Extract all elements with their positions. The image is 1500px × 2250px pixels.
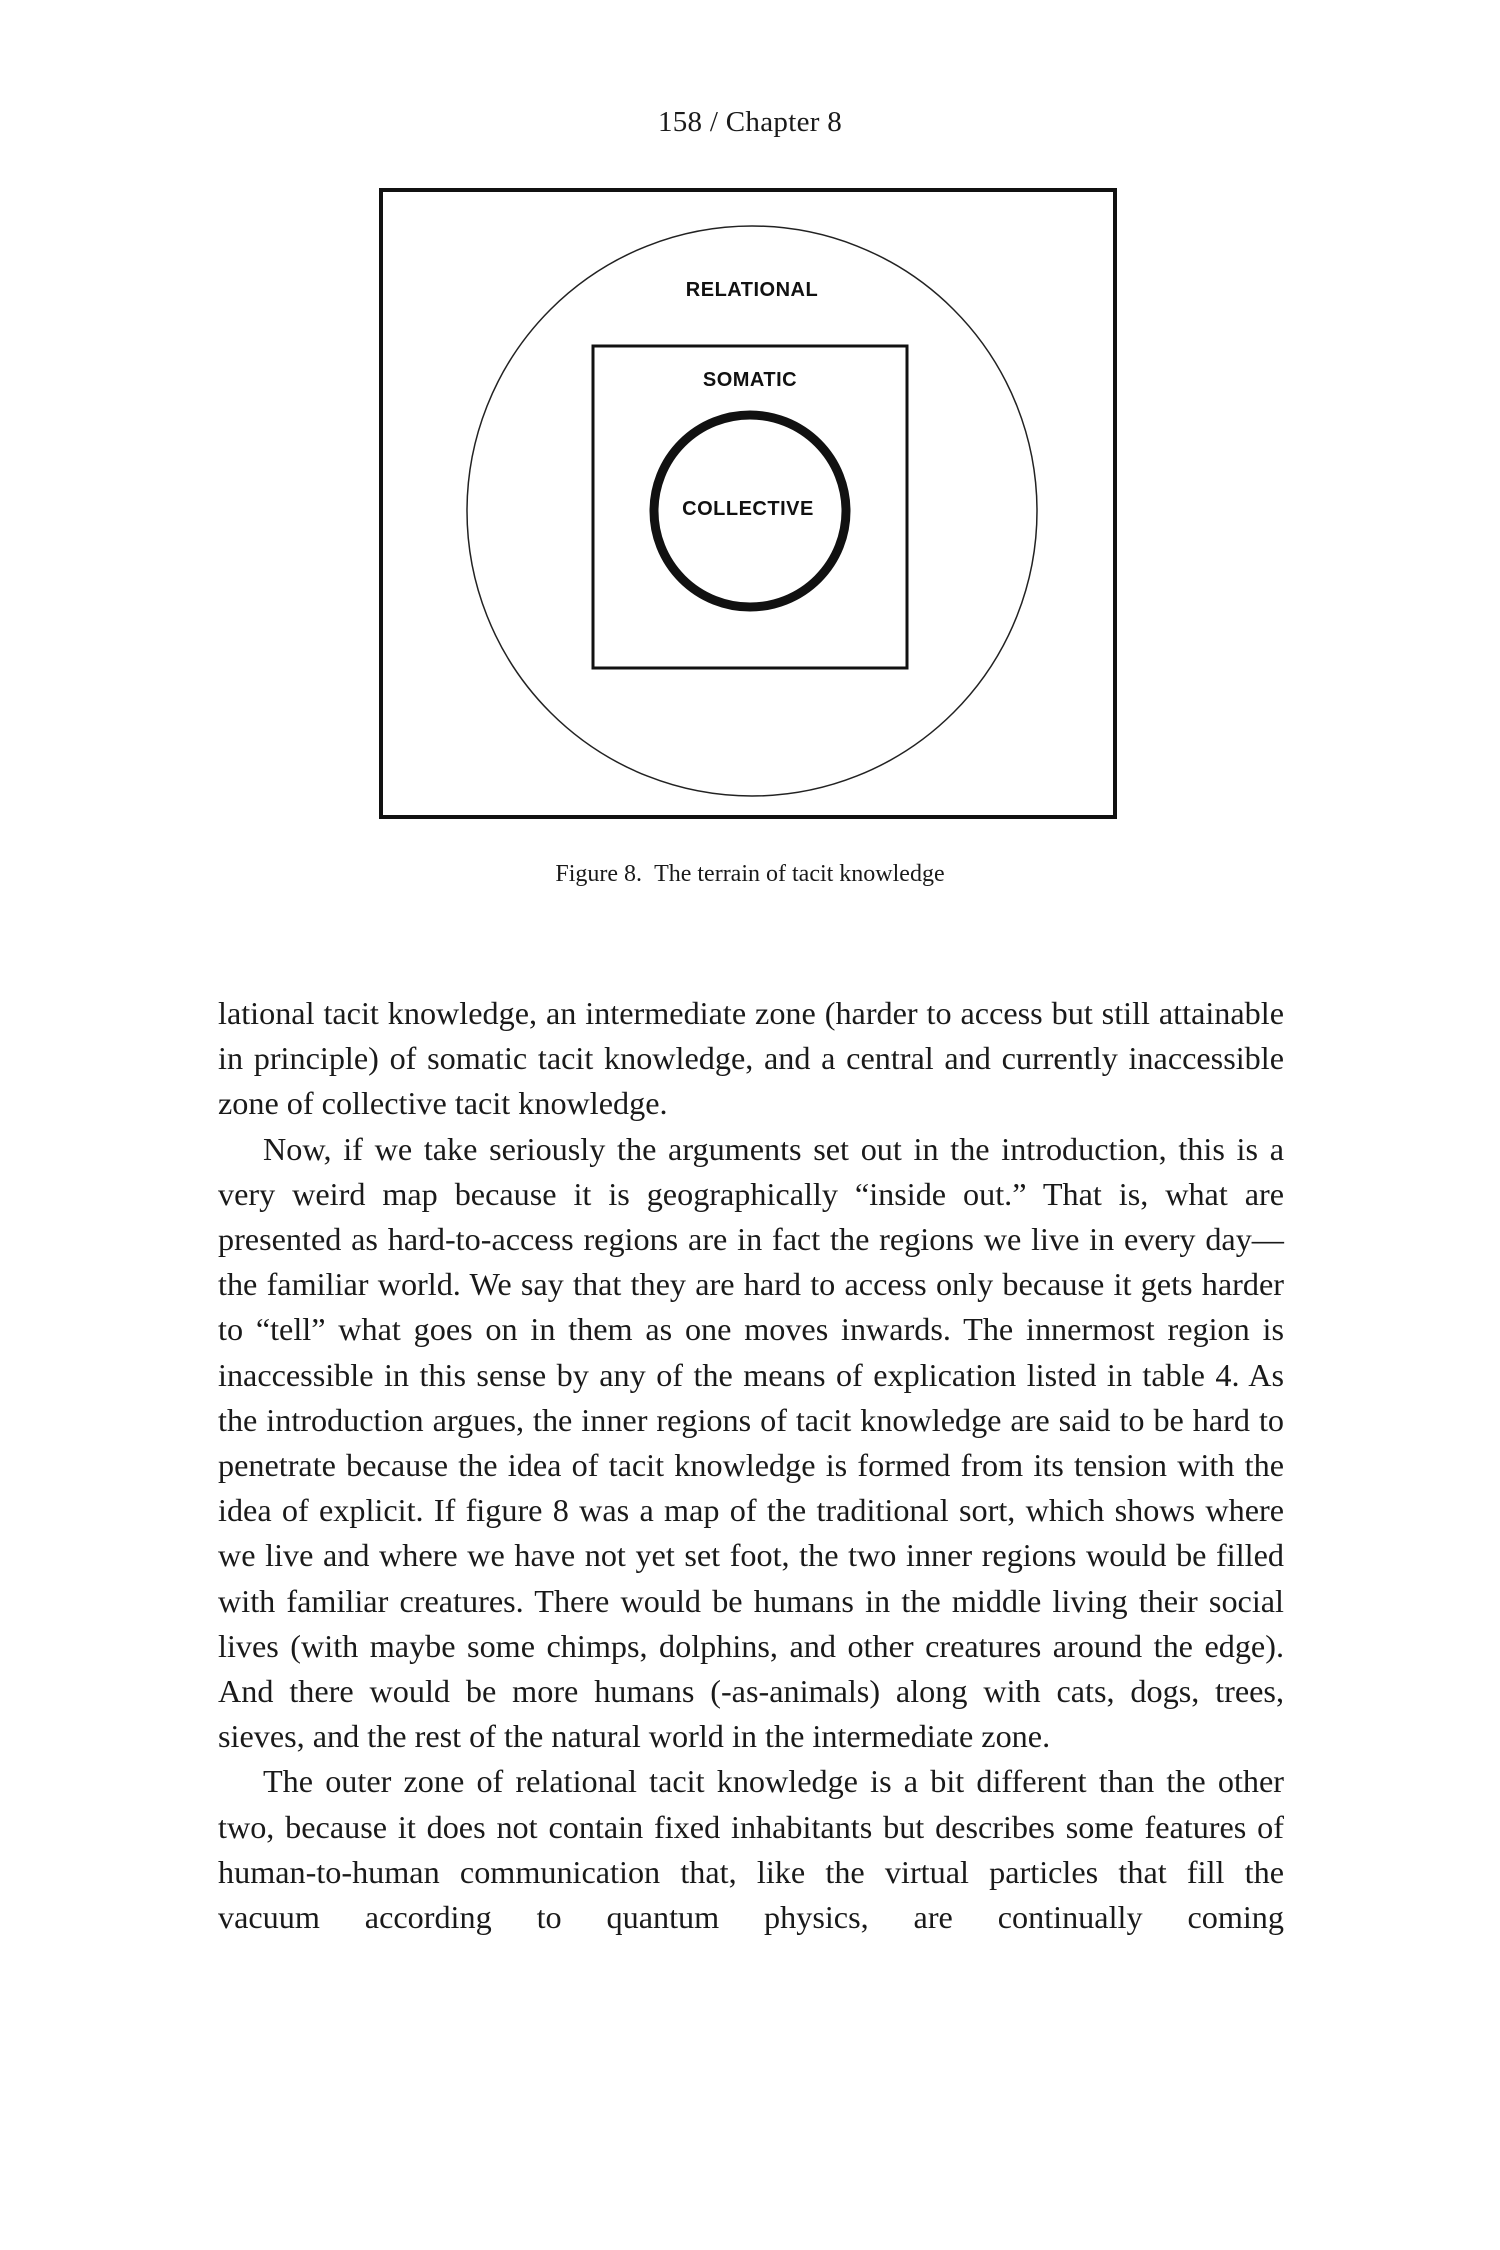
- body-text: [218, 991, 1284, 1940]
- somatic-label: SOMATIC: [702, 369, 798, 391]
- figure-frame: [379, 188, 1117, 819]
- collective-label: COLLECTIVE: [682, 498, 814, 520]
- relational-label: RELATIONAL: [685, 279, 819, 301]
- running-head: 158 / Chapter 8: [657, 106, 843, 138]
- paragraph: Now, if we take seriously the arguments set out in the introduction, this is a very weird map because it is geographically “inside out.” That is, what are presented as hard-to-access regions are in fact the regions we live in every day—the familiar world. We say that they are hard to access only because it gets harder to “tell” what goes on in them as one moves inwards. The innermost region is inaccessible in this sense by any of the means of explication listed in table 4. As the introduction argues, the inner regions of tacit knowledge are said to be hard to penetrate because the idea of tacit knowledge is formed from its tension with the idea of explicit. If figure 8 was a map of the traditional sort, which shows where we live and where we have not yet set foot, the two inner regions would be filled with familiar creatures. There would be humans in the middle living their social lives (with maybe some chimps, dolphins, and other creatures around the edge). And there would be more humans (-as-animals) along with cats, dogs, trees, sieves, and the rest of the natural world in the intermediate zone.: [218, 1130, 1284, 1755]
- paragraph-continued: lational tacit knowledge, an intermediate zone (harder to access but still attainable in principle) of somatic tacit knowledge, and a central and currently inaccessible zone of collective tacit knowledge.: [218, 995, 1284, 1122]
- tacit-knowledge-diagram: [383, 192, 1113, 815]
- paragraph: The outer zone of relational tacit knowledge is a bit different than the other two, because it does not contain fixed inhabitants but describes some features of human-to-human communication that, like the virtual particles that fill the vacuum according to quantum physics, are continually coming: [218, 1763, 1284, 1936]
- figure-caption-label: Figure 8.: [555, 861, 643, 887]
- figure-caption: [0, 861, 1500, 888]
- figure-caption-text: The terrain of tacit knowledge: [654, 861, 945, 887]
